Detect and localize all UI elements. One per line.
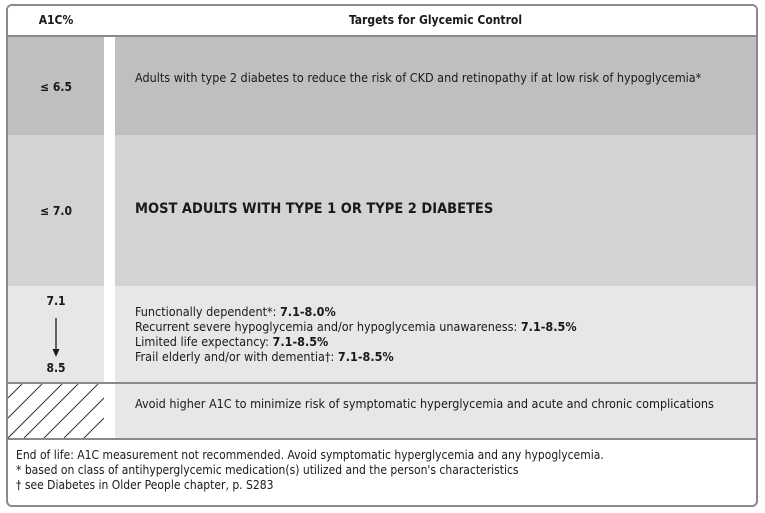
footnote-asterisk: * based on class of antihyperglycemic medication(s) utilized and the person's characteristics: [16, 463, 519, 477]
list-item: Limited life expectancy: 7.1-8.5%: [135, 334, 329, 349]
table-row-7-1-to-8-5: [8, 286, 756, 382]
a1c-range-start: 7.1: [46, 294, 66, 308]
footnotes: [8, 438, 756, 493]
table-row-avoid-higher: [8, 382, 756, 440]
a1c-range-end: 8.5: [46, 361, 66, 375]
header-targets: Targets for Glycemic Control: [348, 13, 523, 27]
a1c-value: ≤ 7.0: [40, 204, 72, 218]
table-row-7-0: [8, 135, 756, 286]
target-text: Avoid higher A1C to minimize risk of symptomatic hyperglycemia and acute and chronic complications: [135, 396, 714, 411]
header-a1c: A1C%: [38, 13, 74, 27]
a1c-value: ≤ 6.5: [40, 80, 72, 94]
list-item: Recurrent severe hypoglycemia and/or hypoglycemia unawareness: 7.1-8.5%: [135, 319, 577, 334]
hatch-pattern-icon: [8, 384, 104, 438]
glycemic-targets-table: [6, 4, 758, 507]
table-header: [8, 6, 756, 37]
target-text: MOST ADULTS WITH TYPE 1 OR TYPE 2 DIABETES: [135, 201, 494, 217]
table-row-6-5: [8, 37, 756, 135]
target-text: Adults with type 2 diabetes to reduce the risk of CKD and retinopathy if at low risk of hypoglycemia*: [135, 70, 702, 85]
list-item: Frail elderly and/or with dementia†: 7.1-8.5%: [135, 349, 394, 364]
footnote-dagger: † see Diabetes in Older People chapter, p. S283: [16, 478, 274, 492]
arrow-down-icon: [52, 318, 60, 358]
hatched-cell: [8, 384, 104, 438]
list-item: Functionally dependent*: 7.1-8.0%: [135, 304, 336, 319]
footnote-end-of-life: End of life: A1C measurement not recommended. Avoid symptomatic hyperglycemia and any hypoglycemia.: [16, 448, 604, 462]
target-list: [135, 304, 736, 364]
